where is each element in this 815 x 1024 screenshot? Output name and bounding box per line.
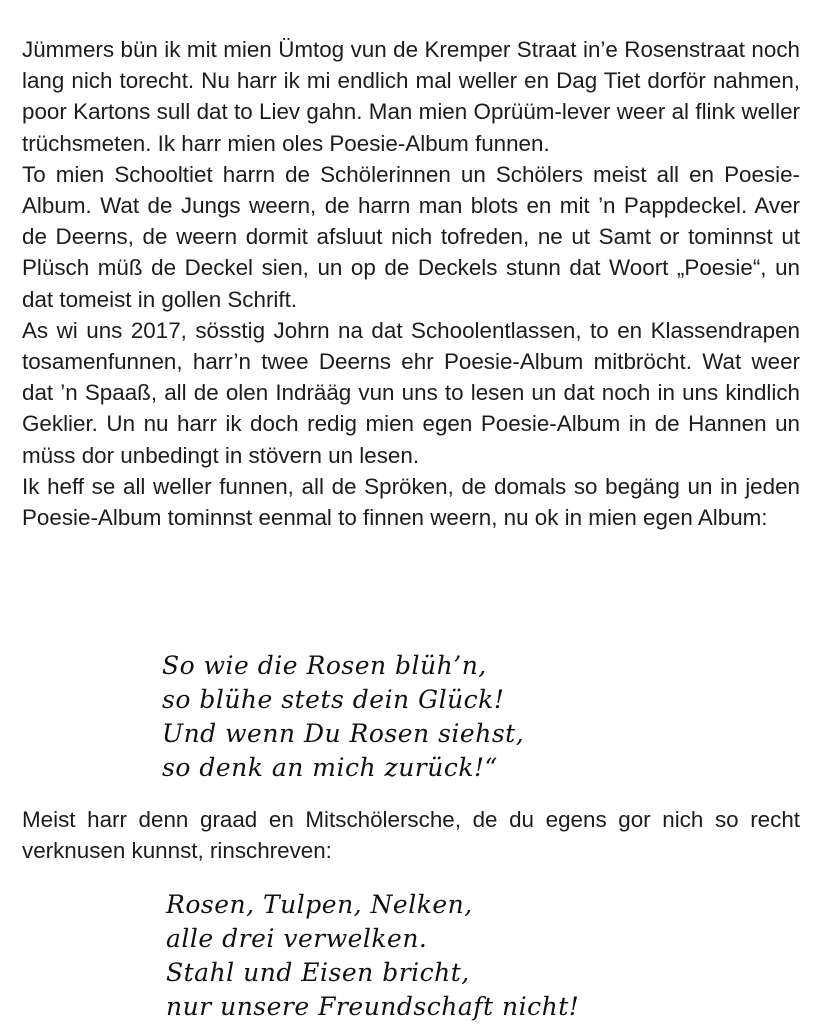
paragraph-5: Meist harr denn graad en Mitschölersche, de du egens gor nich so recht verknusen kunnst, rinschreven: [22,807,800,864]
paragraph-1: Jümmers bün ik mit mien Ümtog vun de Kremper Straat in’e Rosenstraat noch lang nich torecht. Nu harr ik mi endlich mal weller en Dag Tiet dorför nahmen, poor Kartons sull dat to Liev gahn. Man mien Oprüüm-lever weer al flink weller trüchsmeten. Ik harr mien oles Poesie-Album funnen. [22,37,800,156]
paragraph-2: To mien Schooltiet harrn de Schölerinnen un Schölers meist all en Poesie-Album. Wat de Jungs weern, de harrn man blots en mit ’n Pappdeckel. Aver de Deerns, de weern dormit afsluut nich tofreden, ne ut Samt or tominnst ut Plüsch müß de Deckel sien, un op de Deckels stunn dat Woort „Poesie“, un dat tomeist in gollen Schrift. [22,161,800,312]
verse-line: Stahl und Eisen bricht, [166,958,470,987]
verse-line: alle drei verwelken. [166,924,428,953]
paragraph-4: Ik heff se all weller funnen, all de Spröken, de domals so begäng un in jeden Poesie-Album tominnst eenmal to finnen weern, nu ok in mien egen Album: [22,473,800,531]
verse-line: so denk an mich zurück!“ [162,753,498,782]
paragraph-3: As wi uns 2017, sösstig Johrn na dat Schoolentlassen, to en Klassendrapen tosamenfunnen, harr’n twee Deerns ehr Poesie-Album mitbröcht. Wat weer dat ’n Spaaß, all de olen Indrääg vun uns to lesen un dat noch in uns kindlich Geklier. Un nu harr ik doch redig mien egen Poesie-Album in de Hannen un müss dor unbedingt in stövern un lesen. [22,317,800,468]
handwritten-verse-roses [162,649,524,785]
verse-line: So wie die Rosen blüh’n, [162,651,487,680]
handwritten-verse-friendship [166,888,579,1024]
verse-line: Und wenn Du Rosen siehst, [162,719,525,748]
verse-line: nur unsere Freundschaft nicht! [166,992,580,1021]
verse-line: Rosen, Tulpen, Nelken, [166,890,473,919]
body-text [22,34,800,533]
verse-line: so blühe stets dein Glück! [162,685,505,714]
